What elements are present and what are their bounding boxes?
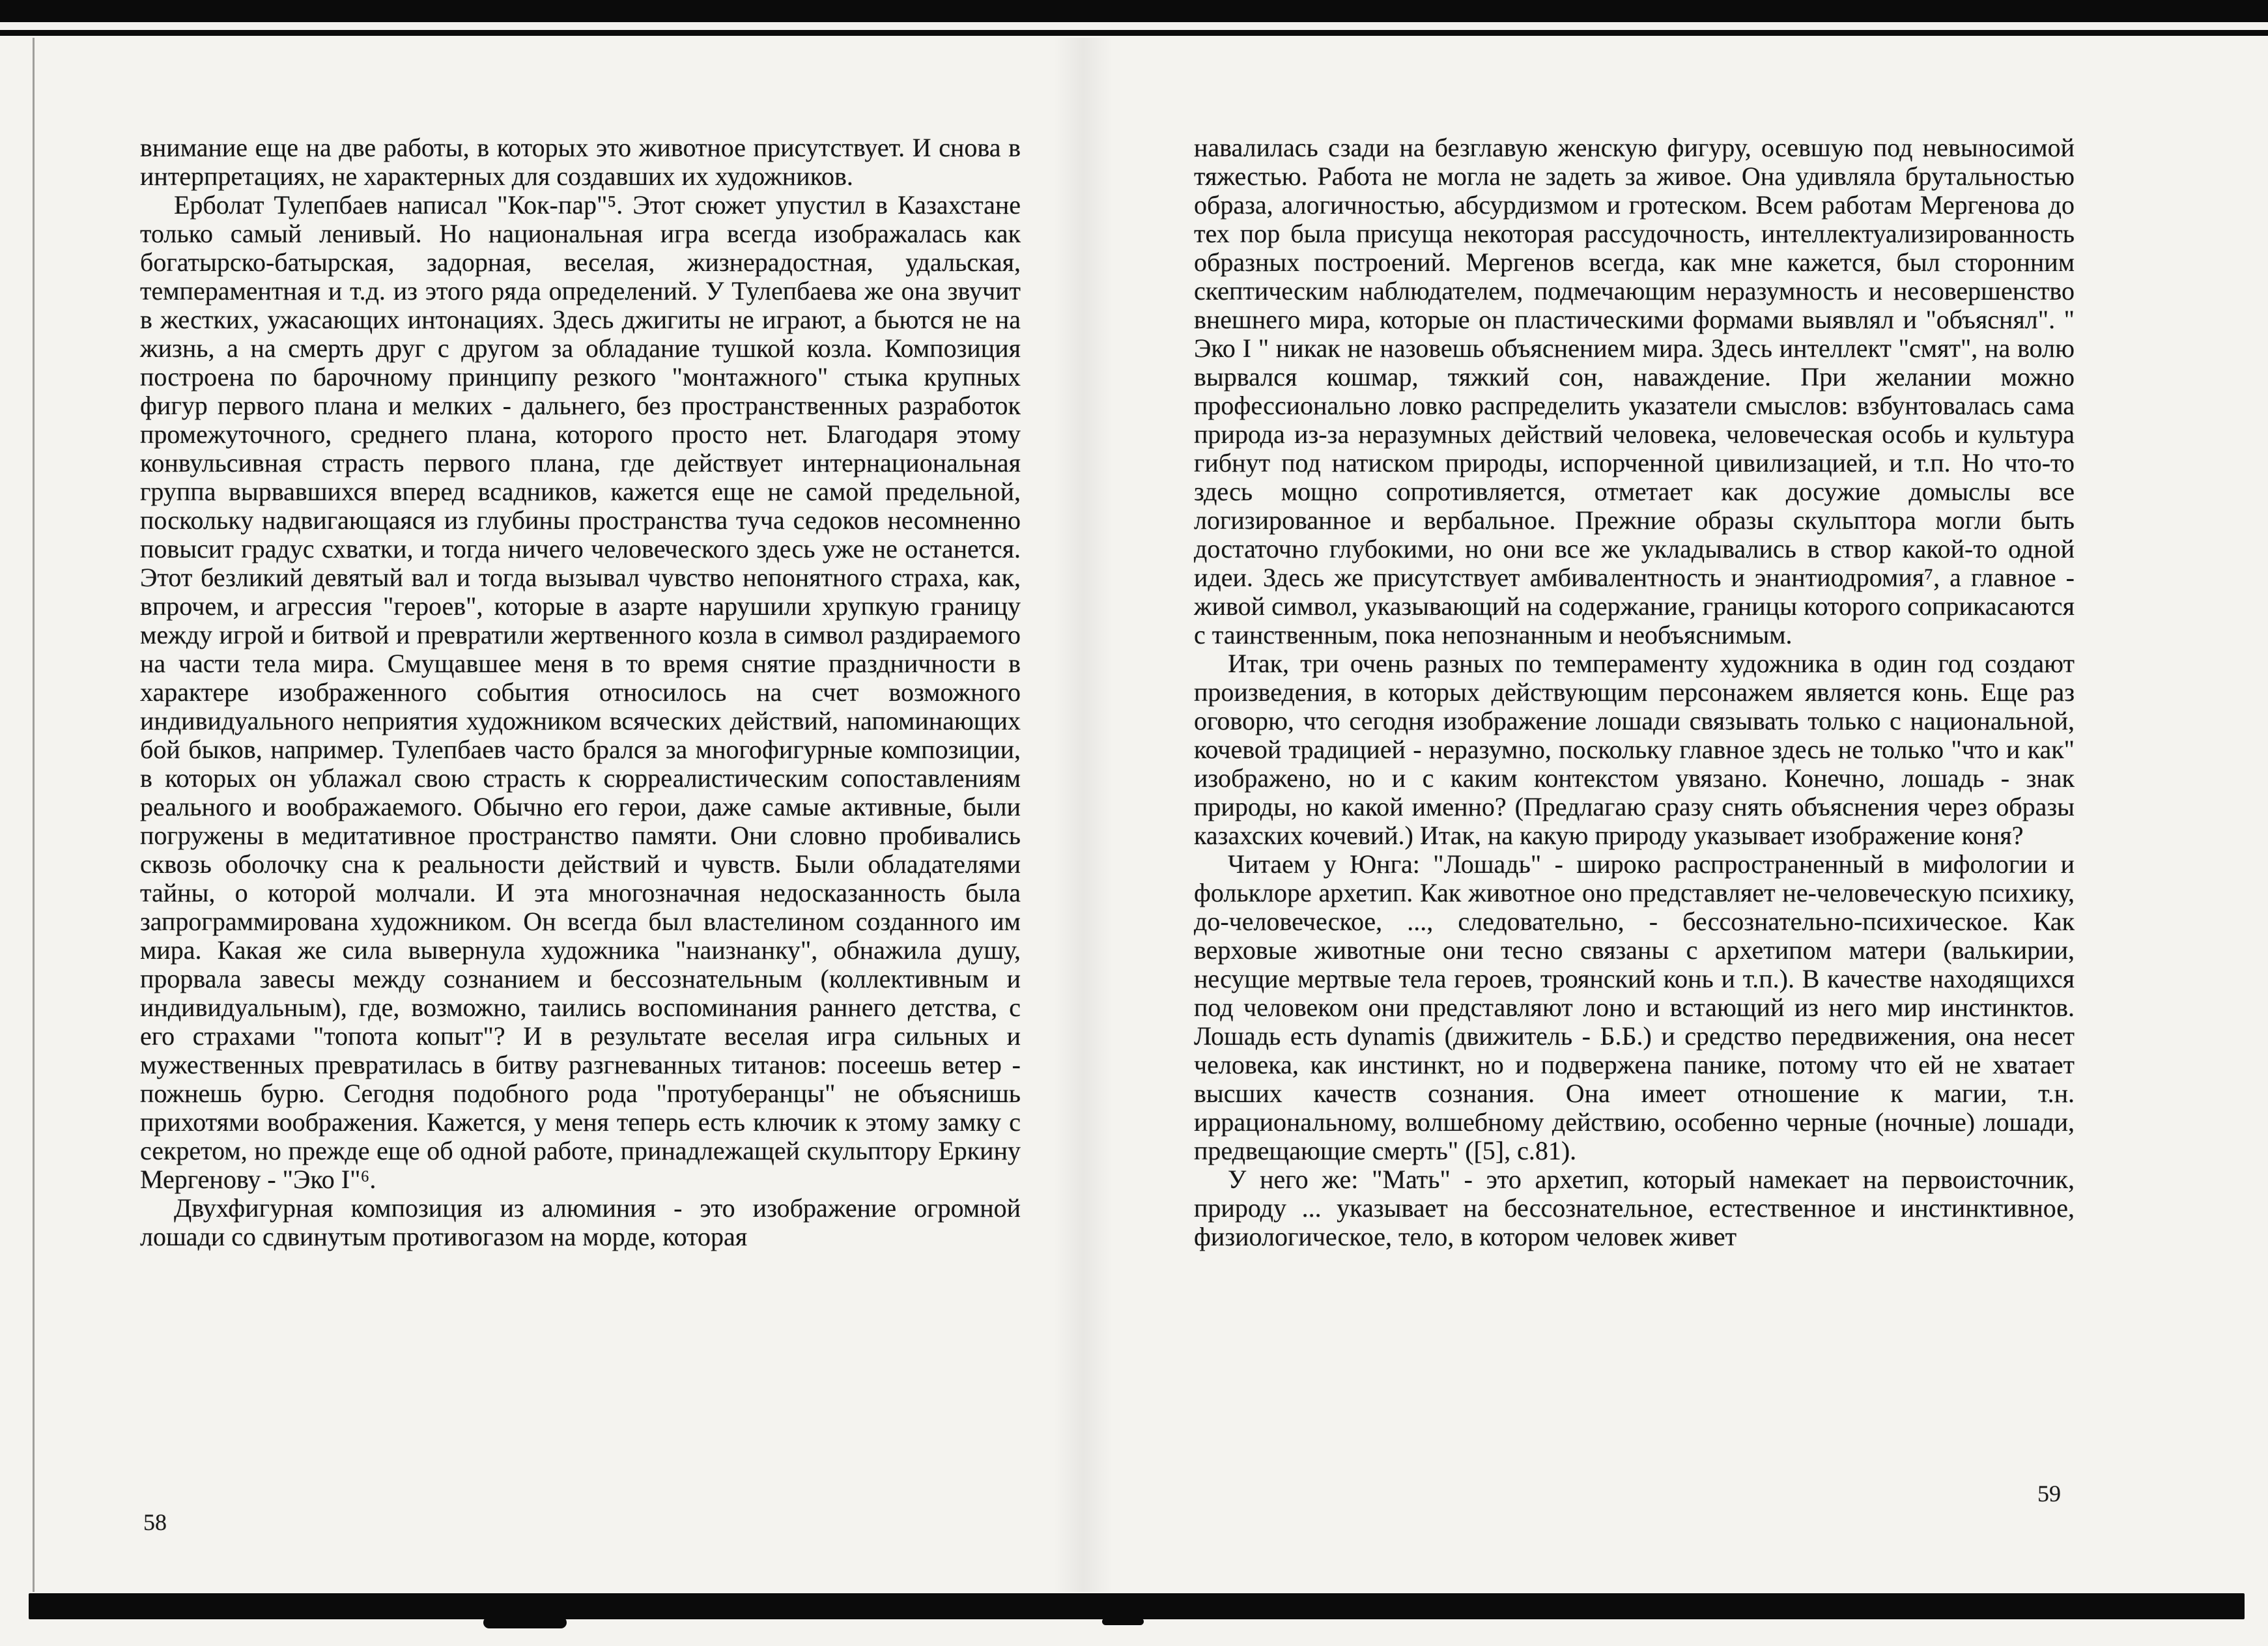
- paragraph: навалилась сзади на безглавую женскую фигуру, осевшую под невыносимой тяжестью. Работа не могла не задеть за живое. Она удивляла брутальностью образа, алогичностью, абсурдизмом и гротеском. Всем работам Мергенова до тех пор была присуща некоторая рассудочность, интеллектуализированность образных построений. Мергенов всегда, как мне кажется, был сторонним скептическим наблюдателем, подмечающим неразумность и несовершенство внешнего мира, которые он пластическими формами выявлял и "объяснял". " Эко I " никак не назовешь объяснением мира. Здесь интеллект "смят", на волю вырвался кошмар, тяжкий сон, наваждение. При желании можно профессионально ловко распределить указатели смыслов: взбунтовалась сама природа из-за неразумных действий человека, человеческая особь и культура гибнут под натиском природы, испорченной цивилизацией, и т.п. Но что-то здесь мощно сопротивляется, отметает как досужие домыслы все логизированное и вербальное. Прежние образы скульптора могли быть достаточно глубокими, но они все же укладывались в створ какой-то одной идеи. Здесь же присутствует амбивалентность и энантиодромия⁷, а главное - живой символ, указывающий на содержание, границы которого соприкасаются с таинственным, пока непознанным и необъяснимым.: [1194, 133, 2075, 649]
- right-page-text: [1194, 134, 2075, 1251]
- scan-artifact-top-bar: [0, 0, 2268, 22]
- page-number-right: 59: [2037, 1481, 2061, 1507]
- scan-artifact-bottom-blob: [483, 1617, 567, 1628]
- paragraph: внимание еще на две работы, в которых это животное присутствует. И снова в интерпретациях, не характерных для создавших их художников.: [140, 133, 1021, 191]
- paragraph: У него же: "Мать" - это архетип, который намекает на первоисточник, природу ... указывает на бессознательное, естественное и инстинктивное, физиологическое, тело, в котором человек живет: [1194, 1165, 2075, 1251]
- paragraph: Читаем у Юнга: "Лошадь" - широко распространенный в мифологии и фольклоре архетип. Как животное оно представляет не-человеческую психику, до-человеческое, ..., следовательно, - бессознательно-психическое. Как верховые животные они тесно связаны с архетипом матери (валькирии, несущие мертвые тела героев, троянский конь и т.п.). В качестве находящихся под человеком они представляют лоно и встающий из него мир инстинктов. Лошадь есть dynamis (движитель - Б.Б.) и средство передвижения, она несет человека, как инстинкт, но и подвержена панике, потому что ей не хватает высших качеств сознания. Она имеет отношение к магии, т.н. иррациональному, волшебному действию, особенно черные (ночные) лошади, предвещающие смерть" ([5], с.81).: [1194, 849, 2075, 1165]
- paragraph: Итак, три очень разных по темпераменту художника в один год создают произведения, в которых действующим персонажем является конь. Еще раз оговорю, что сегодня изображение лошади связывать только с национальной, кочевой традицией - неразумно, поскольку главное здесь не только "что и как" изображено, но и с каким контекстом увязано. Конечно, лошадь - знак природы, но какой именно? (Предлагаю сразу снять объяснения через образы казахских кочевий.) Итак, на какую природу указывает изображение коня?: [1194, 649, 2075, 850]
- paragraph: Ерболат Тулепбаев написал "Кок-пар"⁵. Этот сюжет упустил в Казахстане только самый ленивый. Но национальная игра всегда изображалась как богатырско-батырская, задорная, веселая, жизнерадостная, удальская, темпераментная и т.д. из этого ряда определений. У Тулепбаева же она звучит в жестких, ужасающих интонациях. Здесь джигиты не играют, а бьются не на жизнь, а на смерть друг с другом за обладание тушкой козла. Композиция построена по барочному принципу резкого "монтажного" стыка крупных фигур первого плана и мелких - дальнего, без пространственных разработок промежуточного, среднего плана, которого просто нет. Благодаря этому конвульсивная страсть первого плана, где действует интернациональная группа вырвавшихся вперед всадников, кажется еще не самой предельной, поскольку надвигающаяся из глубины пространства туча седоков несомненно повысит градус схватки, и тогда ничего человеческого здесь уже не останется. Этот безликий девятый вал и тогда вызывал чувство непонятного страха, как, впрочем, и агрессия "героев", которые в азарте нарушили хрупкую границу между игрой и битвой и превратили жертвенного козла в символ раздираемого на части тела мира. Смущавшее меня в то время снятие праздничности в характере изображенного события относилось на счет возможного индивидуального неприятия художником всяческих действий, напоминающих бой быков, например. Тулепбаев часто брался за многофигурные композиции, в которых он ублажал свою страсть к сюрреалистическим сопоставлениям реального и воображаемого. Обычно его герои, даже самые активные, были погружены в медитативное пространство памяти. Они словно пробивались сквозь оболочку сна к реальности действий и чувств. Были обладателями тайны, о которой молчали. И эта многозначная недосказанность была запрограммирована художником. Он всегда был властелином созданного им мира. Какая же сила вывернула художника "наизнанку", обнажила душу, прорвала завесы между сознанием и бессознательным (коллективным и индивидуальным), где, возможно, таились воспоминания раннего детства, с его страхами "топота копыт"? И в результате веселая игра сильных и мужественных превратилась в битву разгневанных титанов: посеешь ветер - пожнешь бурю. Сегодня подобного рода "протуберанцы" не объяснишь прихотями воображения. Кажется, у меня теперь есть ключик к этому замку с секретом, но прежде еще об одной работе, принадлежащей скульптору Еркину Мергенову - "Эко I"⁶.: [140, 190, 1021, 1194]
- paragraph: Двухфигурная композиция из алюминия - это изображение огромной лошади со сдвинутым противогазом на морде, которая: [140, 1193, 1021, 1251]
- page-number-left: 58: [143, 1509, 167, 1535]
- scan-artifact-top-line: [0, 30, 2268, 36]
- left-page-text: [140, 134, 1021, 1251]
- scan-artifact-bottom-blob: [1102, 1618, 1144, 1625]
- scan-artifact-left-edge: [33, 38, 35, 1592]
- scan-artifact-bottom-bar: [29, 1593, 2245, 1619]
- page-gutter-shadow: [1054, 38, 1113, 1592]
